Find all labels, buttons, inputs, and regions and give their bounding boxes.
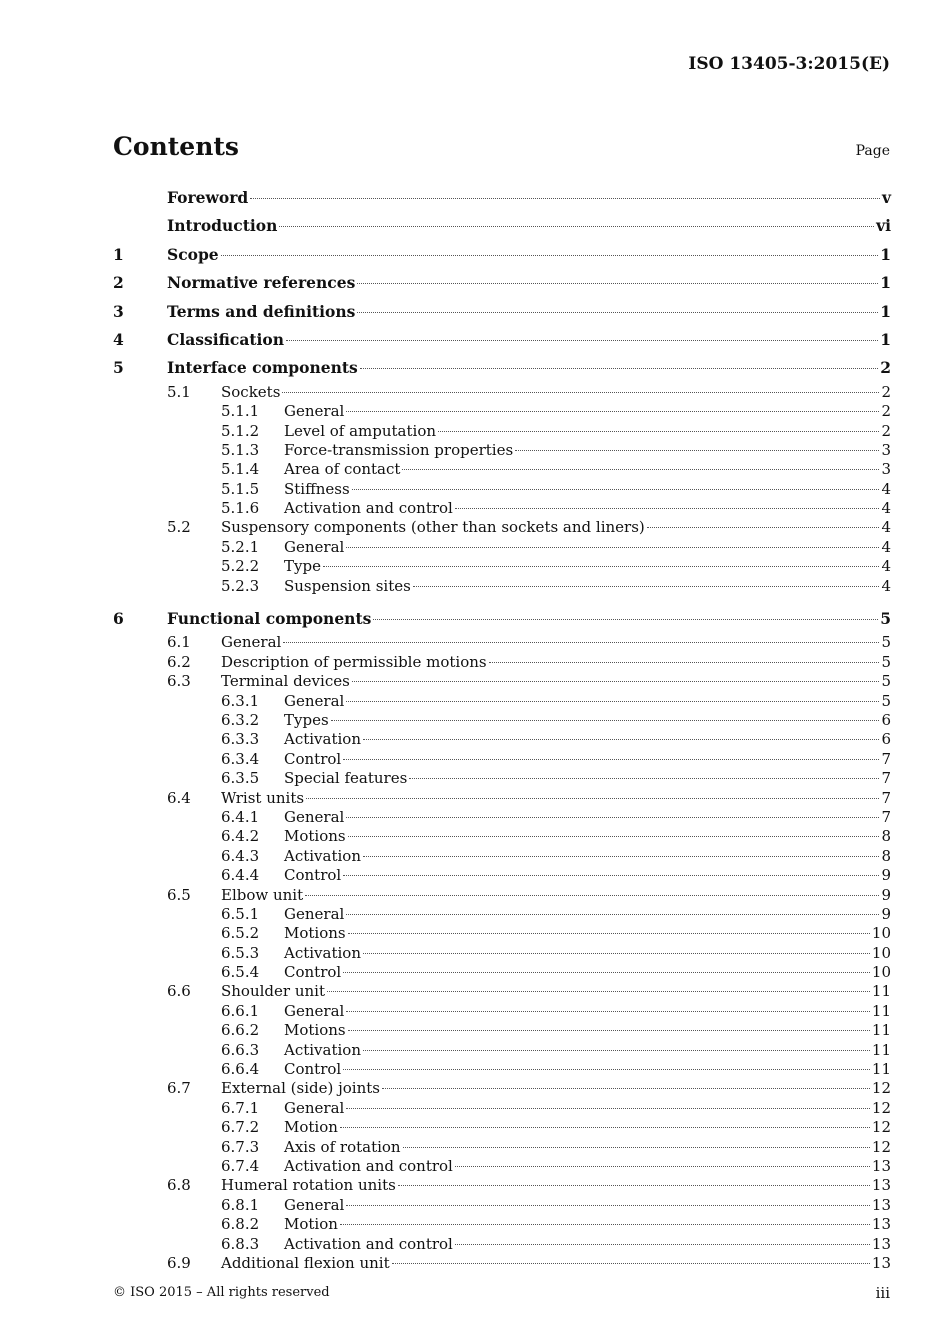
toc-dot-leader: [373, 619, 878, 620]
toc-entry-page: 5: [881, 652, 891, 671]
toc-entry-number: 6.4.2: [221, 827, 260, 846]
toc-entry-page: 11: [871, 982, 891, 1001]
toc-entry-number: 5.2.3: [221, 576, 260, 595]
toc-entry[interactable]: [113, 905, 891, 924]
toc-entry-number: 5.2: [167, 518, 191, 537]
toc-dot-leader: [286, 340, 878, 341]
toc-entry-page: 5: [881, 633, 891, 652]
toc-entry-page: 13: [871, 1215, 891, 1234]
toc-dot-leader: [392, 1263, 870, 1264]
toc-entry-page: 5: [881, 672, 891, 691]
toc-entry[interactable]: [113, 383, 891, 402]
toc-entry-label: Level of amputation: [284, 421, 437, 440]
toc-entry[interactable]: [113, 212, 891, 240]
toc-entry-page: 9: [881, 904, 891, 923]
toc-entry-page: 13: [871, 1234, 891, 1253]
toc-entry-number: 5.1.1: [221, 402, 260, 421]
toc-entry-page: 10: [871, 924, 891, 943]
toc-entry-page: 11: [871, 1040, 891, 1059]
toc-entry[interactable]: [113, 1118, 891, 1137]
toc-entry-page: 13: [871, 1253, 891, 1272]
toc-dot-leader: [455, 1166, 870, 1167]
toc-entry-page: 2: [881, 421, 891, 440]
toc-dot-leader: [346, 1108, 870, 1109]
toc-dot-leader: [402, 469, 879, 470]
toc-entry-label: Types: [284, 710, 329, 729]
toc-entry[interactable]: [113, 692, 891, 711]
toc-dot-leader: [340, 1127, 870, 1128]
toc-entry[interactable]: [113, 1254, 891, 1273]
toc-entry[interactable]: [113, 1099, 891, 1118]
toc-entry-number: 3: [113, 301, 124, 321]
toc-entry-label: Interface components: [167, 358, 358, 378]
toc-entry[interactable]: [113, 241, 891, 269]
toc-dot-leader: [346, 914, 879, 915]
toc-dot-leader: [327, 991, 870, 992]
toc-entry-page: 8: [881, 827, 891, 846]
toc-entry-label: Terms and definitions: [167, 301, 356, 321]
toc-dot-leader: [343, 875, 879, 876]
toc-entry-number: 5.2.1: [221, 537, 260, 556]
toc-entry-label: Stiffness: [284, 479, 350, 498]
toc-dot-leader: [409, 778, 879, 779]
toc-entry-number: 6.8.3: [221, 1234, 260, 1253]
toc-entry-label: Special features: [284, 769, 408, 788]
toc-entry-page: 5: [880, 609, 891, 629]
toc-entry-page: 2: [881, 402, 891, 421]
footer-page-number: iii: [875, 1284, 890, 1302]
toc-entry[interactable]: [113, 982, 891, 1001]
toc-entry-number: 6.3.4: [221, 749, 260, 768]
toc-entry-label: Scope: [167, 244, 219, 264]
table-of-contents: [113, 184, 891, 1273]
toc-entry-page: 9: [881, 866, 891, 885]
toc-dot-leader: [346, 411, 879, 412]
toc-entry-label: Elbow unit: [221, 885, 304, 904]
toc-dot-leader: [403, 1147, 870, 1148]
toc-entry-page: 13: [871, 1195, 891, 1214]
toc-entry-label: General: [284, 807, 345, 826]
toc-dot-leader: [346, 817, 879, 818]
toc-dot-leader: [340, 1224, 870, 1225]
toc-dot-leader: [455, 1244, 870, 1245]
toc-entry-label: General: [284, 402, 345, 421]
toc-entry-label: Activation: [284, 730, 361, 749]
toc-entry-number: 6.3.5: [221, 769, 260, 788]
toc-dot-leader: [250, 198, 880, 199]
toc-entry-number: 6.7: [167, 1079, 191, 1098]
toc-dot-leader: [647, 527, 880, 528]
toc-entry-number: 6.5.1: [221, 904, 260, 923]
toc-entry-number: 6.4.3: [221, 846, 260, 865]
toc-entry[interactable]: [113, 1138, 891, 1157]
toc-entry-page: v: [881, 188, 891, 207]
toc-entry-label: Suspensory components (other than sockets and liners): [221, 518, 645, 537]
toc-entry[interactable]: [113, 518, 891, 537]
toc-entry-label: Foreword: [167, 188, 249, 207]
toc-entry-label: Activation: [284, 1040, 361, 1059]
toc-entry-page: 6: [881, 730, 891, 749]
toc-entry[interactable]: [113, 326, 891, 354]
toc-entry-number: 5.1.6: [221, 499, 260, 518]
toc-entry-number: 6.4.1: [221, 807, 260, 826]
toc-entry-label: Introduction: [167, 216, 278, 236]
toc-dot-leader: [348, 836, 880, 837]
toc-entry-page: 11: [871, 1021, 891, 1040]
toc-dot-leader: [363, 1050, 870, 1051]
toc-entry-number: 6.9: [167, 1253, 191, 1272]
toc-entry-page: 10: [871, 943, 891, 962]
toc-entry[interactable]: [113, 633, 891, 652]
toc-entry-label: Motions: [284, 827, 346, 846]
document-id: ISO 13405-3:2015(E): [688, 54, 890, 74]
toc-entry[interactable]: [113, 711, 891, 730]
toc-entry[interactable]: [113, 886, 891, 905]
toc-entry-page: vi: [876, 216, 891, 236]
toc-dot-leader: [363, 739, 879, 740]
toc-entry-page: 7: [881, 749, 891, 768]
toc-dot-leader: [346, 1205, 870, 1206]
toc-entry-number: 6.5.3: [221, 943, 260, 962]
toc-entry-number: 6.7.2: [221, 1118, 260, 1137]
toc-entry-label: General: [221, 633, 282, 652]
toc-entry-number: 6: [113, 609, 124, 629]
toc-dot-leader: [331, 720, 880, 721]
toc-entry-label: Classification: [167, 329, 285, 349]
toc-entry-page: 2: [880, 358, 891, 378]
toc-entry[interactable]: [113, 924, 891, 943]
toc-entry[interactable]: [113, 1079, 891, 1098]
toc-entry[interactable]: [113, 1041, 891, 1060]
toc-entry-number: 6.3.2: [221, 710, 260, 729]
toc-entry-label: Activation and control: [284, 1156, 453, 1175]
toc-entry-number: 6.6.1: [221, 1001, 260, 1020]
toc-dot-leader: [352, 489, 880, 490]
toc-entry-label: Control: [284, 866, 342, 885]
toc-entry[interactable]: [113, 944, 891, 963]
toc-entry-number: 6.4: [167, 788, 191, 807]
toc-entry-label: Activation: [284, 846, 361, 865]
toc-entry-label: General: [284, 904, 345, 923]
toc-entry[interactable]: [113, 1002, 891, 1021]
toc-entry-page: 7: [881, 807, 891, 826]
toc-entry[interactable]: [113, 298, 891, 326]
toc-entry-page: 12: [871, 1118, 891, 1137]
toc-entry-number: 6.7.1: [221, 1098, 260, 1117]
toc-entry-label: Terminal devices: [221, 672, 350, 691]
toc-entry-page: 1: [880, 273, 891, 293]
toc-entry[interactable]: [113, 422, 891, 441]
page-column-label: Page: [855, 143, 890, 159]
toc-dot-leader: [221, 255, 879, 256]
toc-dot-leader: [343, 972, 870, 973]
toc-entry-number: 5.1.5: [221, 479, 260, 498]
toc-entry-number: 5.1.4: [221, 460, 260, 479]
toc-entry-page: 8: [881, 846, 891, 865]
toc-entry-page: 4: [881, 479, 891, 498]
toc-entry-label: Control: [284, 963, 342, 982]
toc-entry-label: External (side) joints: [221, 1079, 380, 1098]
toc-entry-label: Activation: [284, 943, 361, 962]
toc-dot-leader: [413, 586, 880, 587]
toc-dot-leader: [515, 450, 879, 451]
toc-entry[interactable]: [113, 499, 891, 518]
toc-dot-leader: [346, 1011, 870, 1012]
toc-entry-label: General: [284, 1195, 345, 1214]
toc-entry-label: Shoulder unit: [221, 982, 325, 1001]
toc-entry[interactable]: [113, 1157, 891, 1176]
toc-entry[interactable]: [113, 402, 891, 421]
toc-entry-page: 6: [881, 710, 891, 729]
toc-entry[interactable]: [113, 769, 891, 788]
toc-entry-label: Type: [284, 557, 321, 576]
toc-dot-leader: [352, 681, 880, 682]
toc-dot-leader: [346, 547, 879, 548]
toc-entry-number: 6.1: [167, 633, 191, 652]
toc-entry-number: 6.8.2: [221, 1215, 260, 1234]
toc-entry-page: 3: [881, 440, 891, 459]
toc-entry-page: 4: [881, 518, 891, 537]
toc-dot-leader: [283, 642, 879, 643]
toc-entry-label: General: [284, 537, 345, 556]
toc-dot-leader: [348, 933, 870, 934]
toc-dot-leader: [438, 431, 879, 432]
toc-dot-leader: [346, 701, 879, 702]
toc-entry-page: 13: [871, 1156, 891, 1175]
toc-entry-page: 1: [880, 244, 891, 264]
toc-entry-number: 6.6.4: [221, 1060, 260, 1079]
toc-entry-number: 6.7.4: [221, 1156, 260, 1175]
toc-dot-leader: [363, 856, 879, 857]
toc-entry-number: 6.6.2: [221, 1021, 260, 1040]
toc-entry-number: 5.1.2: [221, 421, 260, 440]
toc-entry-number: 6.4.4: [221, 866, 260, 885]
toc-dot-leader: [306, 798, 879, 799]
toc-entry[interactable]: [113, 184, 891, 212]
toc-dot-leader: [382, 1088, 870, 1089]
toc-dot-leader: [363, 953, 870, 954]
toc-entry-label: Activation and control: [284, 1234, 453, 1253]
footer-copyright: © ISO 2015 – All rights reserved: [113, 1285, 330, 1300]
toc-dot-leader: [357, 312, 878, 313]
toc-entry-label: Axis of rotation: [284, 1137, 401, 1156]
toc-entry[interactable]: [113, 963, 891, 982]
toc-entry[interactable]: [113, 460, 891, 479]
toc-entry-number: 5.1: [167, 382, 191, 401]
toc-entry-page: 1: [880, 301, 891, 321]
toc-dot-leader: [348, 1030, 870, 1031]
toc-entry-label: Suspension sites: [284, 576, 411, 595]
toc-entry[interactable]: [113, 441, 891, 460]
toc-dot-leader: [343, 1069, 870, 1070]
toc-entry-label: Wrist units: [221, 788, 305, 807]
toc-entry[interactable]: [113, 577, 891, 596]
toc-entry[interactable]: [113, 1176, 891, 1195]
toc-entry-label: General: [284, 1001, 345, 1020]
toc-entry-label: Functional components: [167, 609, 372, 629]
toc-entry[interactable]: [113, 1215, 891, 1234]
toc-dot-leader: [357, 283, 878, 284]
toc-entry-number: 6.7.3: [221, 1137, 260, 1156]
toc-entry-number: 6.5: [167, 885, 191, 904]
toc-entry-label: General: [284, 1098, 345, 1117]
toc-entry[interactable]: [113, 750, 891, 769]
toc-entry-page: 5: [881, 691, 891, 710]
toc-entry[interactable]: [113, 354, 891, 382]
toc-entry-page: 13: [871, 1176, 891, 1195]
toc-entry-page: 11: [871, 1001, 891, 1020]
toc-entry[interactable]: [113, 653, 891, 672]
toc-entry[interactable]: [113, 605, 891, 633]
toc-entry-page: 4: [881, 557, 891, 576]
toc-entry-number: 6.6.3: [221, 1040, 260, 1059]
toc-dot-leader: [279, 226, 874, 227]
toc-entry[interactable]: [113, 269, 891, 297]
toc-entry-label: Control: [284, 749, 342, 768]
toc-entry-page: 12: [871, 1137, 891, 1156]
toc-entry-number: 6.6: [167, 982, 191, 1001]
toc-entry[interactable]: [113, 827, 891, 846]
toc-entry-page: 2: [881, 382, 891, 401]
toc-entry-page: 4: [881, 499, 891, 518]
toc-entry-page: 7: [881, 788, 891, 807]
toc-entry-number: 6.5.2: [221, 924, 260, 943]
toc-entry[interactable]: [113, 866, 891, 885]
toc-entry[interactable]: [113, 808, 891, 827]
toc-entry-number: 6.3: [167, 672, 191, 691]
toc-entry-page: 12: [871, 1098, 891, 1117]
toc-entry-page: 4: [881, 537, 891, 556]
toc-entry-label: Additional flexion unit: [221, 1253, 390, 1272]
toc-entry[interactable]: [113, 538, 891, 557]
toc-dot-leader: [305, 895, 879, 896]
toc-entry-label: Area of contact: [284, 460, 401, 479]
toc-entry-label: Motion: [284, 1215, 338, 1234]
toc-entry-label: Control: [284, 1060, 342, 1079]
toc-entry-page: 12: [871, 1079, 891, 1098]
toc-entry-page: 11: [871, 1060, 891, 1079]
toc-entry-number: 5: [113, 358, 124, 378]
toc-dot-leader: [489, 662, 880, 663]
toc-entry-number: 6.8: [167, 1176, 191, 1195]
toc-entry-number: 4: [113, 329, 124, 349]
toc-entry-number: 6.3.3: [221, 730, 260, 749]
toc-entry-number: 6.5.4: [221, 963, 260, 982]
toc-entry-label: Activation and control: [284, 499, 453, 518]
toc-entry[interactable]: [113, 1060, 891, 1079]
toc-entry[interactable]: [113, 1235, 891, 1254]
toc-entry-page: 7: [881, 769, 891, 788]
toc-entry[interactable]: [113, 557, 891, 576]
toc-entry-page: 4: [881, 576, 891, 595]
toc-entry-label: Humeral rotation units: [221, 1176, 396, 1195]
toc-entry-label: Motions: [284, 924, 346, 943]
toc-entry[interactable]: [113, 847, 891, 866]
toc-entry[interactable]: [113, 1021, 891, 1040]
toc-entry[interactable]: [113, 1196, 891, 1215]
toc-entry-page: 10: [871, 963, 891, 982]
toc-entry-number: 1: [113, 244, 124, 264]
toc-entry-label: Force-transmission properties: [284, 440, 514, 459]
toc-entry-number: 6.3.1: [221, 691, 260, 710]
toc-entry-label: General: [284, 691, 345, 710]
toc-entry-label: Description of permissible motions: [221, 652, 487, 671]
toc-dot-leader: [398, 1185, 870, 1186]
toc-entry-label: Normative references: [167, 273, 356, 293]
toc-entry-label: Sockets: [221, 382, 281, 401]
toc-entry[interactable]: [113, 789, 891, 808]
toc-entry-label: Motion: [284, 1118, 338, 1137]
toc-entry-number: 5.1.3: [221, 440, 260, 459]
toc-entry-page: 3: [881, 460, 891, 479]
toc-entry-page: 9: [881, 885, 891, 904]
toc-dot-leader: [323, 566, 879, 567]
page-title: Contents: [113, 132, 240, 161]
toc-entry-label: Motions: [284, 1021, 346, 1040]
toc-dot-leader: [455, 508, 880, 509]
toc-entry-number: 2: [113, 273, 124, 293]
toc-entry[interactable]: [113, 672, 891, 691]
toc-dot-leader: [343, 759, 879, 760]
toc-entry-number: 6.2: [167, 652, 191, 671]
toc-entry-number: 6.8.1: [221, 1195, 260, 1214]
toc-entry[interactable]: [113, 480, 891, 499]
toc-entry-number: 5.2.2: [221, 557, 260, 576]
toc-dot-leader: [360, 368, 878, 369]
toc-dot-leader: [282, 392, 879, 393]
toc-entry[interactable]: [113, 730, 891, 749]
toc-entry-page: 1: [880, 329, 891, 349]
